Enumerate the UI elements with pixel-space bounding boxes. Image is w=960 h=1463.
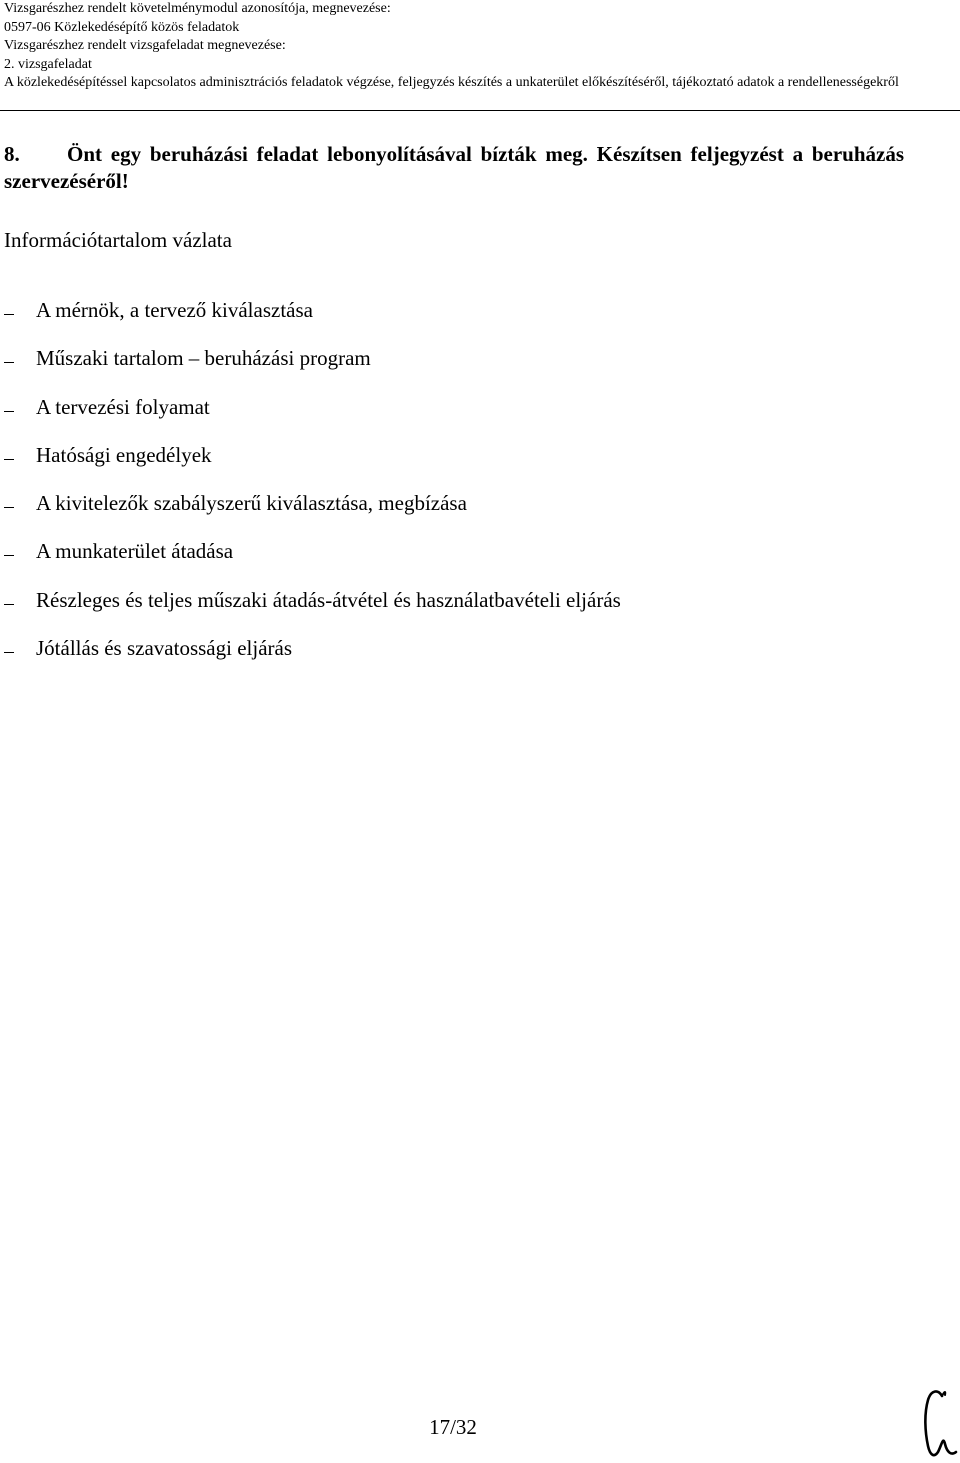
outline-item-text: A tervezési folyamat bbox=[36, 394, 210, 419]
section-title: Információtartalom vázlata bbox=[4, 228, 232, 252]
document-header bbox=[4, 0, 944, 93]
task-number: 8. bbox=[4, 142, 20, 166]
dash-bullet-icon bbox=[4, 555, 14, 556]
dash-bullet-icon bbox=[4, 411, 14, 412]
outline-item-text: Részleges és teljes műszaki átadás-átvétel és használatbavételi eljárás bbox=[36, 587, 621, 612]
dash-bullet-icon bbox=[4, 604, 14, 605]
header-task-number: 2. vizsgafeladat bbox=[4, 56, 92, 72]
header-module-name: 0597-06 Közlekedésépítő közös feladatok bbox=[4, 19, 240, 35]
outline-item-text: Műszaki tartalom – beruházási program bbox=[36, 346, 371, 371]
header-divider bbox=[0, 110, 960, 111]
page-number: 17/32 bbox=[429, 1415, 477, 1439]
task-text: Önt egy beruházási feladat lebonyolításával bízták meg. Készítsen feljegyzést a beruházás szervezéséről! bbox=[4, 142, 904, 193]
dash-bullet-icon bbox=[4, 459, 14, 460]
header-task-description: A közlekedésépítéssel kapcsolatos adminisztrációs feladatok végzése, feljegyzés készítés a unkaterület előkészítéséről, tájékoztató adatok a rendellenességekről bbox=[4, 75, 899, 91]
signature-initial bbox=[918, 1386, 958, 1460]
outline-item-text: Hatósági engedélyek bbox=[36, 442, 212, 467]
outline-item-text: A munkaterület átadása bbox=[36, 539, 234, 564]
dash-bullet-icon bbox=[4, 362, 14, 363]
outline-item-text: A mérnök, a tervező kiválasztása bbox=[36, 298, 313, 322]
outline-item-text: A kivitelezők szabályszerű kiválasztása, megbízása bbox=[36, 491, 467, 516]
dash-bullet-icon bbox=[4, 507, 14, 508]
task-statement bbox=[4, 141, 904, 195]
dash-bullet-icon bbox=[4, 314, 14, 315]
header-module-label: Vizsgarészhez rendelt követelménymodul azonosítója, megnevezése: bbox=[4, 1, 391, 16]
header-task-label: Vizsgarészhez rendelt vizsgafeladat megnevezése: bbox=[4, 38, 286, 54]
outline-item-text: Jótállás és szavatossági eljárás bbox=[36, 636, 292, 661]
dash-bullet-icon bbox=[4, 652, 14, 653]
